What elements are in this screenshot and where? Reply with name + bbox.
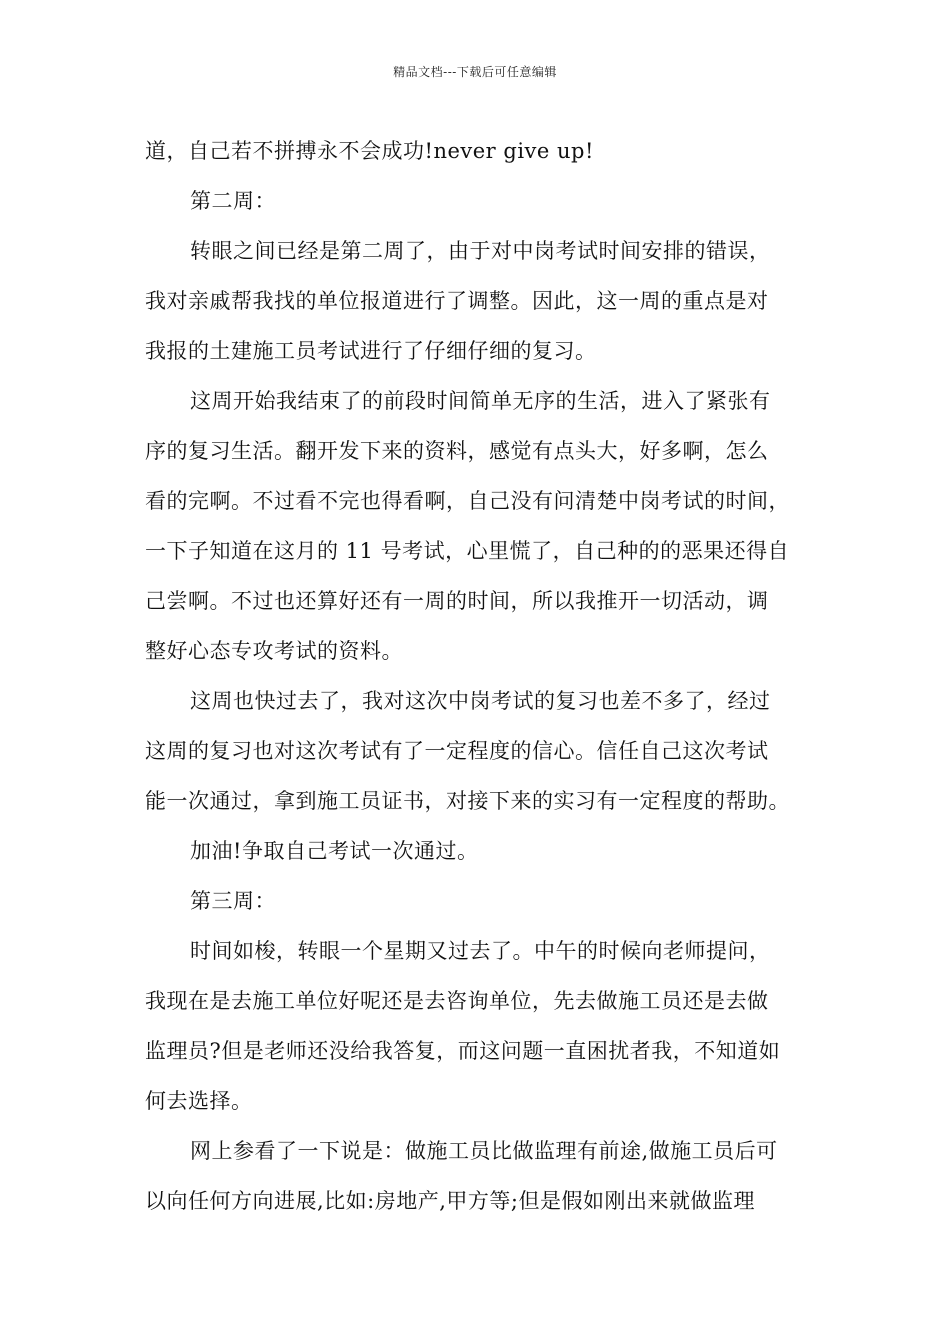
text-line: 我现在是去施工单位好呢还是去咨询单位，先去做施工员还是去做 <box>145 989 769 1013</box>
text-line: 序的复习生活。翻开发下来的资料，感觉有点头大，好多啊，怎么 <box>145 439 769 463</box>
text-line: 监理员?但是老师还没给我答复，而这问题一直困扰者我，不知道如 <box>145 1039 781 1063</box>
text-line: 这周的复习也对这次考试有了一定程度的信心。信任自己这次考试 <box>145 739 769 763</box>
section-heading-week-2: 第二周： <box>190 189 276 213</box>
text-line: 以向任何方向进展,比如:房地产,甲方等;但是假如刚出来就做监理 <box>145 1189 755 1213</box>
text-line: 我对亲戚帮我找的单位报道进行了调整。因此，这一周的重点是对 <box>145 289 769 313</box>
text-line: 这周开始我结束了的前段时间简单无序的生活，进入了紧张有 <box>190 389 771 413</box>
text-line: 一下子知道在这月的 11 号考试，心里慌了，自己种的的恶果还得自 <box>145 539 790 563</box>
text-line: 加油!争取自己考试一次通过。 <box>190 839 479 863</box>
text-line: 何去选择。 <box>145 1089 253 1113</box>
text-line: 道，自己若不拼搏永不会成功!never give up! <box>145 139 594 163</box>
text-line: 网上参看了一下说是：做施工员比做监理有前途,做施工员后可 <box>190 1139 778 1163</box>
text-line: 己尝啊。不过也还算好还有一周的时间，所以我推开一切活动，调 <box>145 589 769 613</box>
text-line: 整好心态专攻考试的资料。 <box>145 639 403 663</box>
text-line: 我报的土建施工员考试进行了仔细仔细的复习。 <box>145 339 597 363</box>
text-line: 这周也快过去了，我对这次中岗考试的复习也差不多了，经过 <box>190 689 771 713</box>
text-line: 能一次通过，拿到施工员证书，对接下来的实习有一定程度的帮助。 <box>145 789 790 813</box>
text-line: 转眼之间已经是第二周了，由于对中岗考试时间安排的错误， <box>190 239 771 263</box>
text-line: 看的完啊。不过看不完也得看啊，自己没有问清楚中岗考试的时间， <box>145 489 790 513</box>
page-header: 精品文档---下载后可任意编辑 <box>393 65 557 79</box>
text-line: 时间如梭，转眼一个星期又过去了。中午的时候向老师提问， <box>190 939 771 963</box>
section-heading-week-3: 第三周： <box>190 889 276 913</box>
document-body <box>145 126 825 1226</box>
